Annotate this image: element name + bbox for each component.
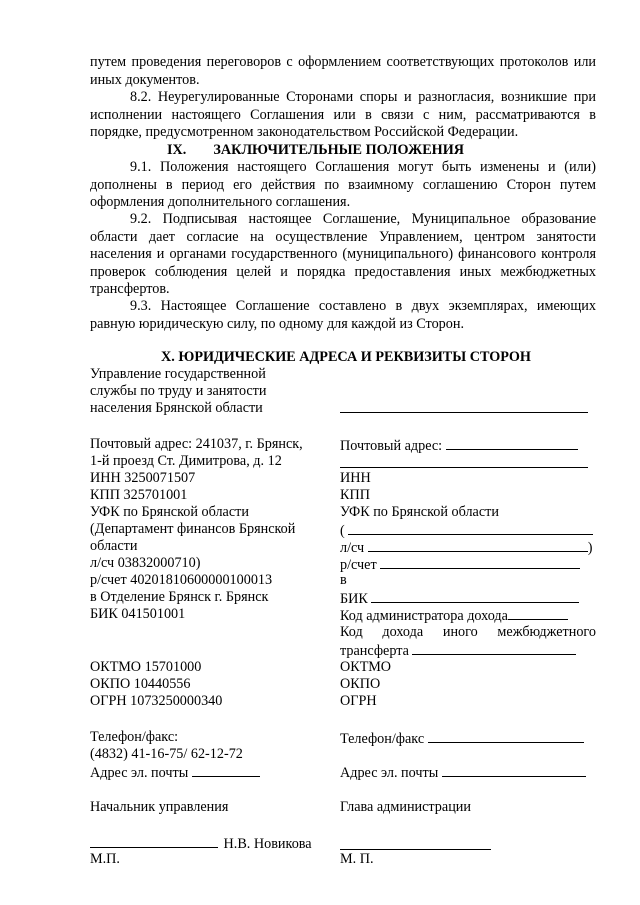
left-signatory-name: Н.В. Новикова — [223, 836, 312, 852]
right-oktmo: ОКТМО — [340, 659, 392, 675]
right-ogrn: ОГРН — [340, 693, 377, 709]
paragraph-9-1: 9.1. Положения настоящего Соглашения могут быть изменены и (или) дополнены в период его действия по взаимному соглашению Сторон путем оформления дополнительного соглашения. — [90, 159, 596, 210]
right-admin-code-label: Код администратора дохода — [340, 608, 508, 624]
left-seal-place: М.П. — [90, 851, 120, 867]
paragraph-9-2: 9.2. Подписывая настоящее Соглашение, Муниципальное образование области дает согласие на осуществление Управлением, центром занятости населения и органами государственного (муниципального) финансового контроля проверок соблюдения целей и порядка предоставления иных межбюджетных трансфертов. — [90, 211, 596, 297]
right-phone — [340, 729, 584, 749]
left-org-line-2: службы по труду и занятости — [90, 383, 267, 399]
right-okpo: ОКПО — [340, 676, 381, 692]
left-signature-line — [90, 834, 312, 854]
right-postal-address-blank — [446, 436, 578, 450]
left-kpp: КПП 325701001 — [90, 487, 188, 503]
left-org-line-1: Управление государственной — [90, 366, 266, 382]
left-head-title: Начальник управления — [90, 799, 229, 815]
right-email-blank — [442, 763, 586, 777]
paragraph-8-2: 8.2. Неурегулированные Сторонами споры и разногласия, возникшие при исполнении настоящего Соглашения или в связи с ним, рассматриваются в порядке, предусмотренном законодательством Российской Федерации. — [90, 89, 596, 140]
left-personal-account: л/сч 03832000710) — [90, 555, 201, 571]
section-10-heading: X. ЮРИДИЧЕСКИЕ АДРЕСА И РЕКВИЗИТЫ СТОРОН — [161, 349, 531, 365]
left-phone-label: Телефон/факс: — [90, 729, 179, 745]
left-ufk: УФК по Брянской области — [90, 504, 249, 520]
left-settlement-account: р/счет 40201810600000100013 — [90, 572, 273, 588]
left-department-2: области — [90, 538, 138, 554]
left-ogrn: ОГРН 1073250000340 — [90, 693, 223, 709]
left-postal-address-2: 1-й проезд Ст. Димитрова, д. 12 — [90, 453, 282, 469]
right-phone-label: Телефон/факс — [340, 731, 425, 747]
right-kpp: КПП — [340, 487, 370, 503]
left-oktmo: ОКТМО 15701000 — [90, 659, 202, 675]
right-postal-address-blank-2 — [340, 467, 588, 468]
right-admin-code — [340, 606, 568, 626]
left-okpo: ОКПО 10440556 — [90, 676, 191, 692]
left-email-label: Адрес эл. почты — [90, 765, 189, 781]
right-email-label: Адрес эл. почты — [340, 765, 439, 781]
left-department-1: (Департамент финансов Брянской — [90, 521, 296, 537]
right-department-blank — [348, 521, 593, 535]
right-paren-close: ) — [587, 540, 593, 556]
right-bik-blank — [371, 589, 579, 603]
paragraph-9-3: 9.3. Настоящее Соглашение составлено в двух экземплярах, имеющих равную юридическую силу, по одному для каждой из Сторон. — [90, 298, 596, 332]
right-income-code-blank — [412, 641, 576, 655]
right-bank: в — [340, 572, 347, 588]
left-inn: ИНН 3250071507 — [90, 470, 196, 486]
left-signature-blank — [90, 834, 218, 848]
left-org-line-3: населения Брянской области — [90, 400, 263, 416]
right-income-code-line-2 — [340, 641, 576, 661]
paragraph-8-1-continuation: путем проведения переговоров с оформлением соответствующих протоколов или иных документов. — [90, 54, 596, 88]
right-email — [340, 763, 586, 783]
left-postal-address-1: Почтовый адрес: 241037, г. Брянск, — [90, 436, 303, 452]
right-signature-blank — [340, 849, 491, 850]
right-paren-open: ( — [340, 523, 345, 539]
right-admin-code-blank — [508, 606, 568, 620]
right-ufk: УФК по Брянской области — [340, 504, 499, 520]
right-postal-address — [340, 436, 578, 456]
left-bik: БИК 041501001 — [90, 606, 186, 622]
right-seal-place: М. П. — [340, 851, 374, 867]
right-postal-address-label: Почтовый адрес: — [340, 438, 443, 454]
left-email-blank — [192, 763, 260, 777]
right-org-name-blank — [340, 412, 588, 413]
section-9-number: IX. — [167, 142, 187, 158]
right-inn: ИНН — [340, 470, 371, 486]
section-9-heading — [167, 142, 464, 159]
right-income-code-label-2: трансферта — [340, 643, 409, 659]
left-bank: в Отделение Брянск г. Брянск — [90, 589, 269, 605]
right-phone-blank — [428, 729, 584, 743]
left-email — [90, 763, 260, 783]
right-personal-account-label: л/сч — [340, 540, 365, 556]
right-head-title: Глава администрации — [340, 799, 471, 815]
right-settlement-account-blank — [380, 555, 580, 569]
right-settlement-account-label: р/счет — [340, 557, 377, 573]
right-income-code-line-1: Код дохода иного межбюджетного — [340, 624, 596, 640]
right-bik-label: БИК — [340, 591, 368, 607]
right-settlement-account — [340, 555, 580, 575]
right-personal-account-blank — [368, 538, 588, 552]
section-9-title: ЗАКЛЮЧИТЕЛЬНЫЕ ПОЛОЖЕНИЯ — [213, 142, 464, 158]
left-phone: (4832) 41-16-75/ 62-12-72 — [90, 746, 243, 762]
